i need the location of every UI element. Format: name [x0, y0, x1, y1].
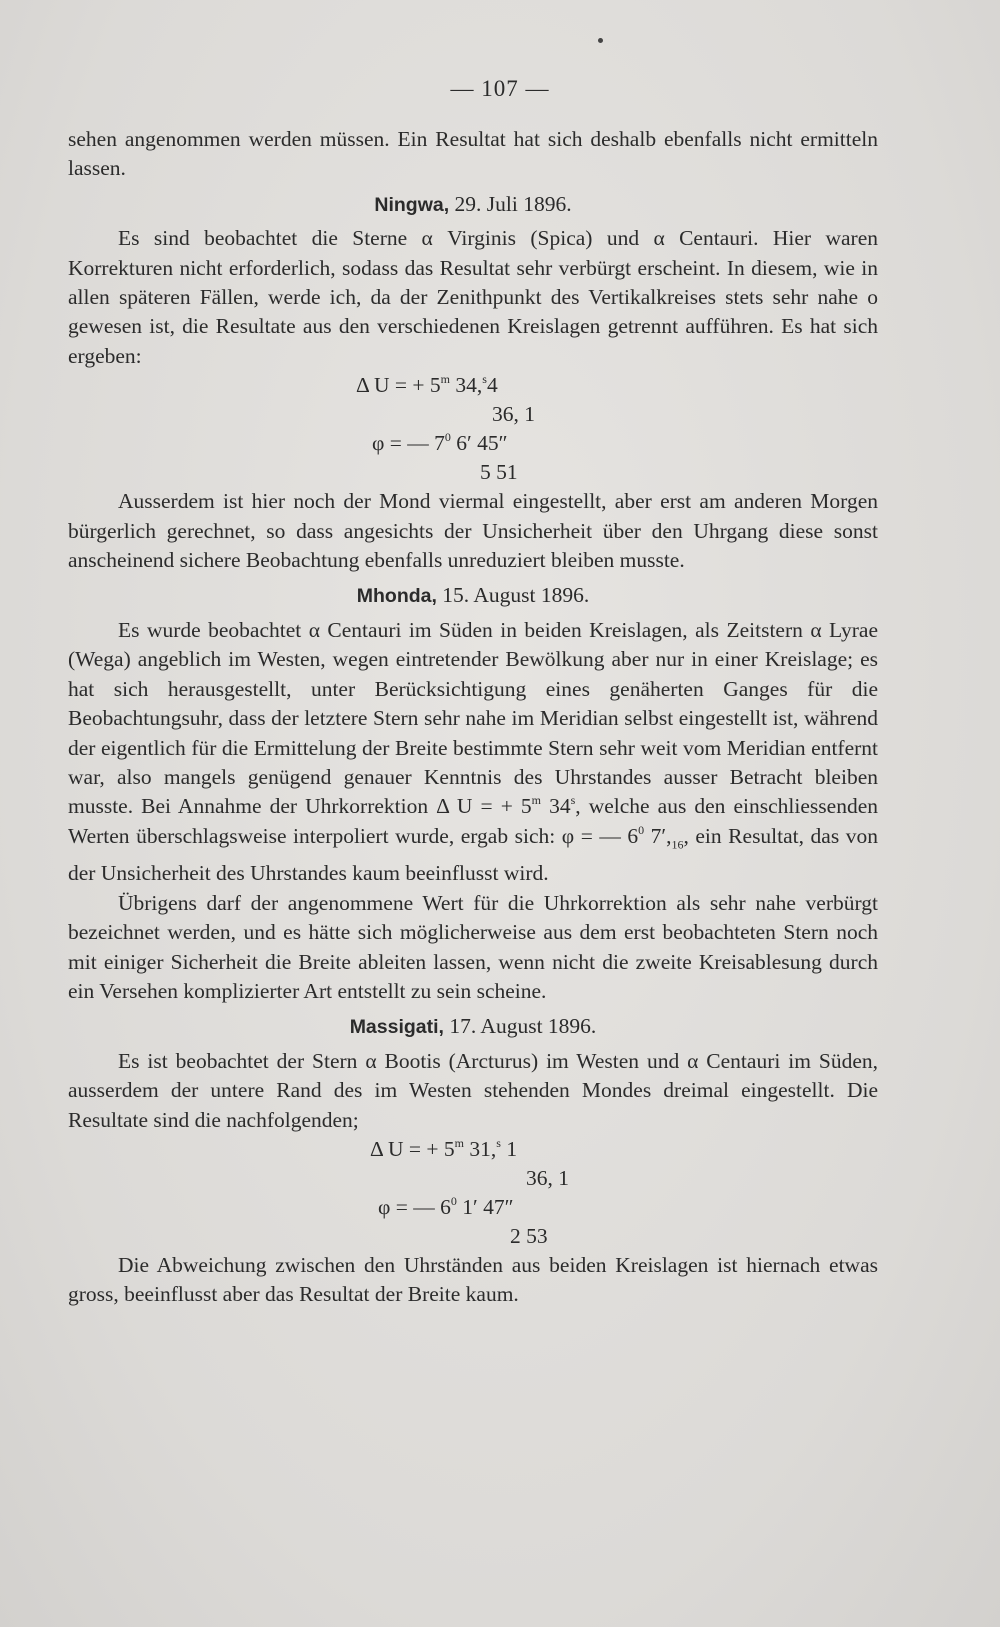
section-heading-mhonda: [68, 581, 878, 611]
heading-place: Ningwa,: [374, 193, 450, 216]
paragraph-continuation: sehen angenommen werden müssen. Ein Resultat hat sich deshalb ebenfalls nicht ermitteln lassen.: [68, 127, 878, 181]
equation-clock-correction: Δ U = + $5^m$ 31,$^s$ 1: [370, 1136, 518, 1162]
equation-clock-correction-second: 36, 1: [492, 402, 535, 427]
section-heading-massigati: [68, 1012, 878, 1042]
paragraph-ningwa: Es sind beobachtet die Sterne α Virginis (Spica) und α Centauri. Hier waren Korrekturen nicht erforderlich, sodass das Resultat sehr verbürgt erscheint. In diesem, wie in allen späteren Fällen, werde ich, da der Zenithpunkt des Vertikalkreises stets sehr nahe o gewesen ist, die Resultate aus den verschiedenen Kreislagen getrennt aufführen. Es hat sich ergeben:: [68, 226, 878, 368]
equation-block-massigati: [68, 1135, 878, 1251]
heading-date: 15. August 1896.: [442, 583, 590, 608]
paragraph-uebrigens: Übrigens darf der angenommene Wert für die Uhrkorrektion als sehr nahe verbürgt bezeichnet werden, und es hätte sich möglicherweise aus dem erst beobachteten Stern noch mit einiger Sicherheit die Breite ableiten lassen, wenn nicht die zweite Kreisablesung durch ein Versehen komplizierter Art entstellt zu sein scheine.: [68, 890, 878, 1004]
text-column: [68, 125, 878, 1310]
paragraph-massigati: Es ist beobachtet der Stern α Bootis (Arcturus) im Westen und α Centauri im Süden, ausserdem der untere Rand des im Westen stehenden Mondes dreimal eingestellt. Die Resultate sind die nachfolgenden;: [68, 1048, 878, 1132]
paragraph-moon: Ausserdem ist hier noch der Mond viermal eingestellt, aber erst am anderen Morgen bürgerlich gerechnet, so dass angesichts der Unsicherheit über den Uhrgang diese sonst anscheinend sichere Beobachtung ebenfalls unreduziert bleiben musste.: [68, 489, 878, 573]
ink-speck: [598, 38, 603, 43]
equation-clock-correction: Δ U = + $5^m$ 34,$^s$4: [356, 372, 498, 398]
heading-date: 29. Juli 1896.: [454, 191, 572, 216]
section-heading-ningwa: [68, 190, 878, 220]
equation-latitude-second: 2 53: [510, 1224, 548, 1249]
heading-date: 17. August 1896.: [449, 1014, 597, 1039]
heading-place: Massigati,: [349, 1016, 444, 1039]
paragraph-abweichung: Die Abweichung zwischen den Uhrständen aus beiden Kreislagen ist hiernach etwas gross, beeinflusst aber das Resultat der Breite kaum.: [68, 1253, 878, 1307]
equation-block-ningwa: [68, 371, 878, 487]
paragraph-mhonda: Es wurde beobachtet α Centauri im Süden in beiden Kreislagen, als Zeitstern α Lyrae (Wega) angeblich im Westen, wegen eintretender Bewölkung aber nur in einer Kreislage; es hat sich herausgestellt, unter Berücksichtigung eines genäherten Ganges für die Beobachtungsuhr, dass der letztere Stern sehr nahe im Meridian selbst eingestellt ist, während der eigentlich für die Ermittelung der Breite bestimmte Stern sehr weit vom Meridian entfernt war, also mangels genügend genauer Kenntnis des Uhrstandes ausser Betracht bleiben musste. Bei Annahme der Uhrkorrektion Δ U = + $5^m$ 34$^s$, welche aus den einschliessenden Werten überschlagsweise interpoliert wurde, ergab sich: φ = — $6^0$ $7',_{16}$, ein Resultat, das von der Unsicherheit des Uhrstandes kaum beeinflusst wird.: [68, 617, 878, 886]
heading-place: Mhonda,: [356, 585, 437, 608]
page-number: — 107 —: [450, 76, 550, 101]
equation-latitude: φ = — $6^0$ 1′ 47″: [378, 1194, 514, 1220]
equation-clock-correction-second: 36, 1: [526, 1166, 569, 1191]
equation-latitude-second: 5 51: [480, 460, 518, 485]
equation-latitude: φ = — $7^0$ 6′ 45″: [372, 430, 508, 456]
